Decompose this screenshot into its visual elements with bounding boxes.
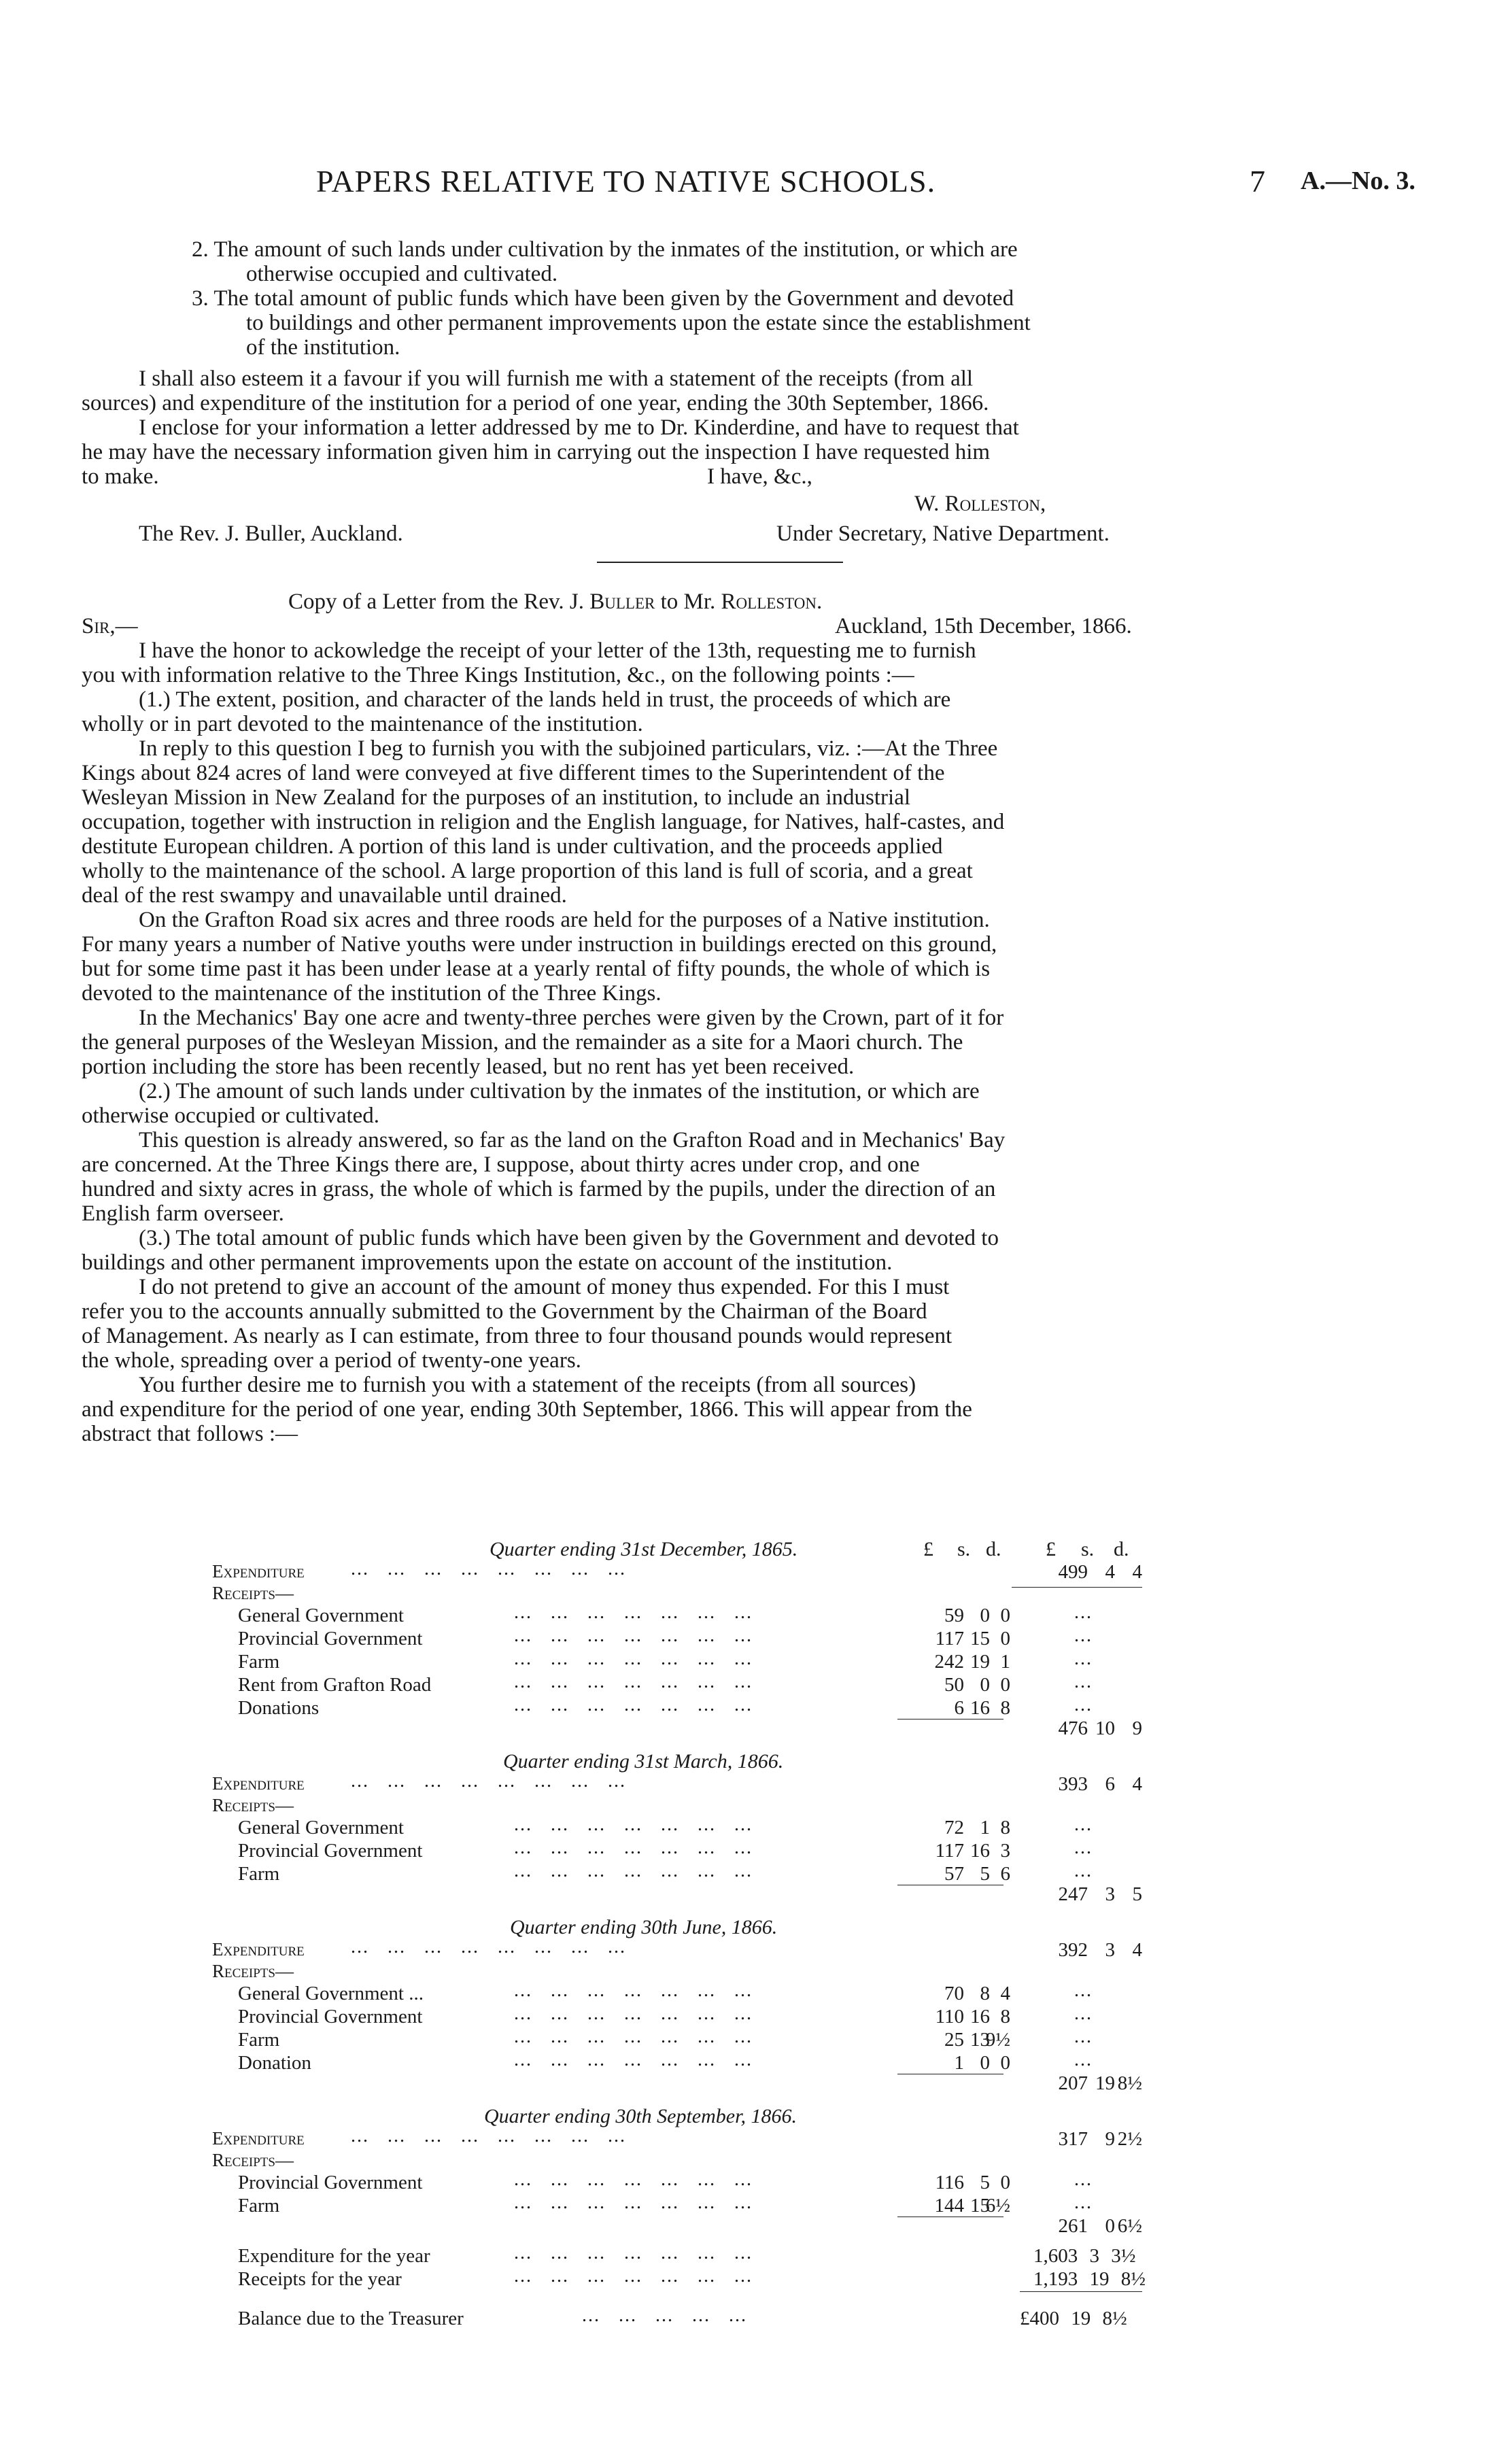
letter-body-line: refer you to the accounts annually submitted to the Government by the Chairman of the Board [82,1299,927,1324]
expenditure-amount: 3 [1105,1939,1115,1961]
quarter-total: 207 [1058,2072,1088,2094]
letter-body-line: and expenditure for the period of one year, ending 30th September, 1866. This will appear from the [82,1397,972,1422]
receipt-amount: 16 [970,2006,990,2027]
balance-rule [1020,2291,1142,2292]
leader-dots: ... ... ... ... ... ... ... [514,1648,753,1669]
receipts-label: Receipts— [212,1795,294,1815]
receipt-amount: 116 [935,2172,964,2193]
item-3-line-2: to buildings and other permanent improvements upon the estate since the establishment [246,311,1031,335]
letter-heading [288,590,822,614]
receipt-label: Provincial Government [238,2006,423,2027]
item-2-line-2: otherwise occupied and cultivated. [246,262,558,286]
leader-dots: ... [1074,1671,1093,1692]
letter-body-line: hundred and sixty acres in grass, the whole of which is farmed by the pupils, under the direction of an [82,1177,996,1201]
year-expenditure-amount: 1,603 3 3½ [1033,2245,1136,2267]
receipt-label: Farm [238,2029,280,2051]
receipt-amount: 117 [935,1628,964,1649]
paragraph-enclose-line-1: I enclose for your information a letter addressed by me to Dr. Kinderdine, and have to request that [139,415,1019,440]
signature: W. Rolleston, [914,492,1046,516]
receipt-label: Farm [238,1651,280,1673]
letter-body-line: (3.) The total amount of public funds which have been given by the Government and devoted to [139,1226,999,1250]
expenditure-amount: 4 [1132,1939,1142,1961]
receipt-amount: 9½ [985,2029,1010,2051]
letter-body-line: This question is already answered, so far as the land on the Grafton Road and in Mechanics' Bay [139,1128,1006,1152]
quarter-total: 8½ [1117,2072,1142,2094]
leader-dots: ... [1074,1694,1093,1715]
letter-body-line: occupation, together with instruction in religion and the English language, for Natives, half-castes, and [82,810,1005,834]
leader-dots: ... ... ... ... ... ... ... [514,1694,753,1715]
receipt-amount: 19 [970,1651,990,1673]
letter-body-line: but for some time past it has been under lease at a yearly rental of fifty pounds, the whole of which is [82,957,991,981]
quarter-total: 10 [1095,1717,1115,1739]
receipts-label: Receipts— [212,2150,294,2170]
receipt-amount: 50 [944,1674,964,1696]
letter-body-line: I have the honor to ackowledge the receipt of your letter of the 13th, requesting me to furnish [139,638,976,663]
quarter-title: Quarter ending 30th September, 1866. [484,2105,797,2127]
receipt-amount: 6½ [985,2195,1010,2217]
currency-header: £ [923,1538,933,1560]
receipt-amount: 6 [1000,1863,1010,1885]
expenditure-label: Expenditure [212,1773,305,1794]
receipt-amount: 59 [944,1605,964,1626]
letter-body-line: In reply to this question I beg to furnish you with the subjoined particulars, viz. :—At the Three [139,736,998,761]
page-title: PAPERS RELATIVE TO NATIVE SCHOOLS. [316,164,936,199]
receipt-label: Farm [238,2195,280,2217]
letter-body-line: On the Grafton Road six acres and three roods are held for the purposes of a Native institution. [139,908,990,932]
expenditure-amount: 2½ [1117,2128,1142,2150]
leader-dots: ... [1074,1814,1093,1835]
receipt-amount: 6 [954,1697,964,1719]
receipt-amount: 1 [1000,1651,1010,1673]
leader-dots: ... [1074,2026,1093,2047]
balance-label: Balance due to the Treasurer [238,2308,464,2329]
expenditure-amount: 6 [1105,1773,1115,1795]
expenditure-amount: 392 [1058,1939,1088,1961]
leader-dots: ... ... ... ... ... ... ... [514,1602,753,1623]
expenditure-label: Expenditure [212,1939,305,1960]
leader-dots: ... ... ... ... ... ... ... ... [351,1770,626,1792]
letter-body-line: otherwise occupied or cultivated. [82,1103,380,1128]
letter-body-line: destitute European children. A portion of this land is under cultivation, and the proceeds applied [82,834,943,859]
leader-dots: ... [1074,1648,1093,1669]
currency-header: £ [1046,1538,1056,1560]
receipt-amount: 5 [980,1863,990,1885]
receipt-amount: 0 [1000,1674,1010,1696]
leader-dots: ... ... ... ... ... ... ... [514,1671,753,1692]
expenditure-amount: 499 [1058,1561,1088,1583]
leader-dots: ... ... ... ... ... ... ... [514,2049,753,2070]
letter-body-line: of Management. As nearly as I can estimate, from three to four thousand pounds would represent [82,1324,953,1348]
letter-heading-mid: to Mr. [655,589,721,614]
leader-dots: ... [1074,1625,1093,1646]
receipt-amount: 70 [944,1983,964,2004]
leader-dots: ... ... ... ... ... ... ... [514,1814,753,1835]
total-rule [1012,1587,1142,1588]
receipts-label: Receipts— [212,1583,294,1603]
paragraph-enclose-line-3: to make. [82,464,159,489]
page-number: 7 [1250,164,1265,199]
letter-heading-name-rolleston: Rolleston [721,589,817,614]
expenditure-amount: 4 [1105,1561,1115,1583]
receipt-label: General Government [238,1817,404,1838]
quarter-total: 261 [1058,2215,1088,2237]
letter-heading-name-buller: Buller [589,589,655,614]
receipt-label: General Government ... [238,1983,424,2004]
leader-dots: ... ... ... ... ... ... ... ... [351,1558,626,1579]
letter-body-line: wholly or in part devoted to the maintenance of the institution. [82,712,643,736]
leader-dots: ... ... ... ... ... ... ... [514,1837,753,1858]
receipt-amount: 8 [1000,1697,1010,1719]
item-2-line-1: 2. The amount of such lands under cultivation by the inmates of the institution, or which are [192,237,1018,262]
expenditure-label: Expenditure [212,1561,305,1581]
receipt-amount: 0 [980,1605,990,1626]
quarter-total: 6½ [1117,2215,1142,2237]
letter-body-line: devoted to the maintenance of the institution of the Three Kings. [82,981,662,1006]
receipt-amount: 8 [1000,1817,1010,1838]
closing-line: I have, &c., [707,464,812,489]
letter-body-line: You further desire me to furnish you with a statement of the receipts (from all sources) [139,1373,916,1397]
letter-body-line: English farm overseer. [82,1201,284,1226]
expenditure-amount: 9 [1105,2128,1115,2150]
letter-body-line: Wesleyan Mission in New Zealand for the purposes of an institution, to include an industrial [82,785,911,810]
letter-body-line: you with information relative to the Three Kings Institution, &c., on the following points :— [82,663,914,687]
receipt-amount: 0 [1000,1605,1010,1626]
receipt-amount: 4 [1000,1983,1010,2004]
quarter-total: 9 [1132,1717,1142,1739]
leader-dots: ... ... ... ... ... ... ... [514,1625,753,1646]
currency-header: s. [957,1538,971,1560]
letter-heading-end: . [816,589,823,614]
leader-dots: ... ... ... ... ... ... ... [514,2265,753,2287]
letter-body-line: portion including the store has been recently leased, but no rent has yet been received. [82,1055,855,1079]
receipt-amount: 0 [1000,1628,1010,1649]
leader-dots: ... ... ... ... ... [582,2305,747,2326]
receipt-label: Provincial Government [238,2172,423,2193]
leader-dots: ... ... ... ... ... ... ... ... [351,2125,626,2146]
receipt-amount: 0 [980,2052,990,2074]
leader-dots: ... ... ... ... ... ... ... [514,2026,753,2047]
leader-dots: ... [1074,2169,1093,2190]
receipt-label: General Government [238,1605,404,1626]
receipt-amount: 1 [980,1817,990,1838]
letter-body-line: For many years a number of Native youths were under instruction in buildings erected on this ground, [82,932,997,957]
currency-header: d. [1114,1538,1129,1560]
section-divider [597,562,843,563]
receipt-amount: 144 [934,2195,964,2217]
expenditure-label: Expenditure [212,2128,305,2149]
letter-body-line: I do not pretend to give an account of the amount of money thus expended. For this I must [139,1275,950,1299]
leader-dots: ... ... ... ... ... ... ... [514,2169,753,2190]
item-3-line-1: 3. The total amount of public funds which have been given by the Government and devoted [192,286,1014,311]
letter-body-line: abstract that follows :— [82,1422,298,1446]
quarter-title: Quarter ending 31st December, 1865. [490,1538,798,1560]
receipt-amount: 8 [1000,2006,1010,2027]
leader-dots: ... [1074,1602,1093,1623]
receipt-amount: 13 [970,2029,990,2051]
quarter-total: 247 [1058,1883,1088,1905]
leader-dots: ... ... ... ... ... ... ... [514,2192,753,2213]
year-receipts-label: Receipts for the year [238,2268,402,2290]
letter-body-line: the general purposes of the Wesleyan Mission, and the remainder as a site for a Maori church. The [82,1030,963,1055]
receipt-amount: 15 [970,2195,990,2217]
year-receipts-amount: 1,193 19 8½ [1033,2268,1146,2290]
expenditure-amount: 317 [1058,2128,1088,2150]
receipt-label: Farm [238,1863,280,1885]
leader-dots: ... ... ... ... ... ... ... [514,2003,753,2024]
quarter-title: Quarter ending 30th June, 1866. [510,1916,778,1938]
quarter-total: 3 [1105,1883,1115,1905]
receipt-amount: 16 [970,1840,990,1862]
letter-body-line: deal of the rest swampy and unavailable until drained. [82,883,567,908]
quarter-total: 5 [1132,1883,1142,1905]
leader-dots: ... [1074,2192,1093,2213]
letter-body-line: In the Mechanics' Bay one acre and twenty-three perches were given by the Crown, part of it for [139,1006,1004,1030]
letter-body-line: Kings about 824 acres of land were conveyed at five different times to the Superintendent of the [82,761,945,785]
receipt-label: Provincial Government [238,1840,423,1862]
leader-dots: ... ... ... ... ... ... ... [514,1860,753,1881]
leader-dots: ... [1074,1837,1093,1858]
receipt-amount: 5 [980,2172,990,2193]
expenditure-amount: 4 [1132,1773,1142,1795]
item-3-line-3: of the institution. [246,335,400,360]
receipt-amount: 117 [935,1840,964,1862]
receipt-amount: 110 [935,2006,964,2027]
quarter-total: 19 [1095,2072,1115,2094]
place-and-date: Auckland, 15th December, 1866. [835,614,1132,638]
receipt-amount: 25 [944,2029,964,2051]
receipt-label: Provincial Government [238,1628,423,1649]
paragraph-statement-line-1: I shall also esteem it a favour if you will furnish me with a statement of the receipts (from all [139,366,974,391]
receipt-amount: 1 [954,2052,964,2074]
receipt-label: Donation [238,2052,311,2074]
quarter-total: 476 [1058,1717,1088,1739]
letter-body-line: buildings and other permanent improvements upon the estate on account of the institution. [82,1250,893,1275]
receipt-amount: 3 [1000,1840,1010,1862]
receipts-label: Receipts— [212,1961,294,1981]
receipt-label: Rent from Grafton Road [238,1674,432,1696]
letter-body-line: are concerned. At the Three Kings there are, I suppose, about thirty acres under crop, and one [82,1152,920,1177]
letter-body-line: wholly to the maintenance of the school. A large proportion of this land is full of scoria, and a great [82,859,973,883]
addressee: The Rev. J. Buller, Auckland. [139,521,403,546]
quarter-title: Quarter ending 31st March, 1866. [503,1750,784,1773]
leader-dots: ... [1074,1980,1093,2001]
receipt-amount: 0 [1000,2172,1010,2193]
receipt-label: Donations [238,1697,320,1719]
leader-dots: ... [1074,2003,1093,2024]
expenditure-amount: 4 [1132,1561,1142,1583]
receipt-amount: 242 [934,1651,964,1673]
salutation: Sir,— [82,614,138,638]
letter-body-line: (2.) The amount of such lands under cultivation by the inmates of the institution, or which are [139,1079,980,1103]
receipt-amount: 57 [944,1863,964,1885]
letter-body-line: the whole, spreading over a period of twenty-one years. [82,1348,581,1373]
leader-dots: ... [1074,1860,1093,1881]
leader-dots: ... ... ... ... ... ... ... [514,2242,753,2263]
balance-amount: £400 19 8½ [1020,2308,1127,2329]
receipt-amount: 0 [980,1674,990,1696]
paragraph-statement-line-2: sources) and expenditure of the institution for a period of one year, ending the 30th September, 1866. [82,391,989,415]
quarter-total: 0 [1105,2215,1115,2237]
year-expenditure-label: Expenditure for the year [238,2245,430,2267]
receipt-amount: 16 [970,1697,990,1719]
letter-body-line: (1.) The extent, position, and character of the lands held in trust, the proceeds of which are [139,687,951,712]
signer-title: Under Secretary, Native Department. [776,521,1110,546]
leader-dots: ... ... ... ... ... ... ... ... [351,1936,626,1957]
receipt-amount: 8 [980,1983,990,2004]
leader-dots: ... [1074,2049,1093,2070]
document-reference: A.—No. 3. [1301,167,1415,195]
expenditure-amount: 393 [1058,1773,1088,1795]
receipt-amount: 15 [970,1628,990,1649]
currency-header: d. [986,1538,1001,1560]
letter-heading-prefix: Copy of a Letter from the Rev. J. [288,589,590,614]
leader-dots: ... ... ... ... ... ... ... [514,1980,753,2001]
receipt-amount: 0 [1000,2052,1010,2074]
currency-header: s. [1081,1538,1095,1560]
paragraph-enclose-line-2: he may have the necessary information given him in carrying out the inspection I have requested him [82,440,991,464]
receipt-amount: 72 [944,1817,964,1838]
